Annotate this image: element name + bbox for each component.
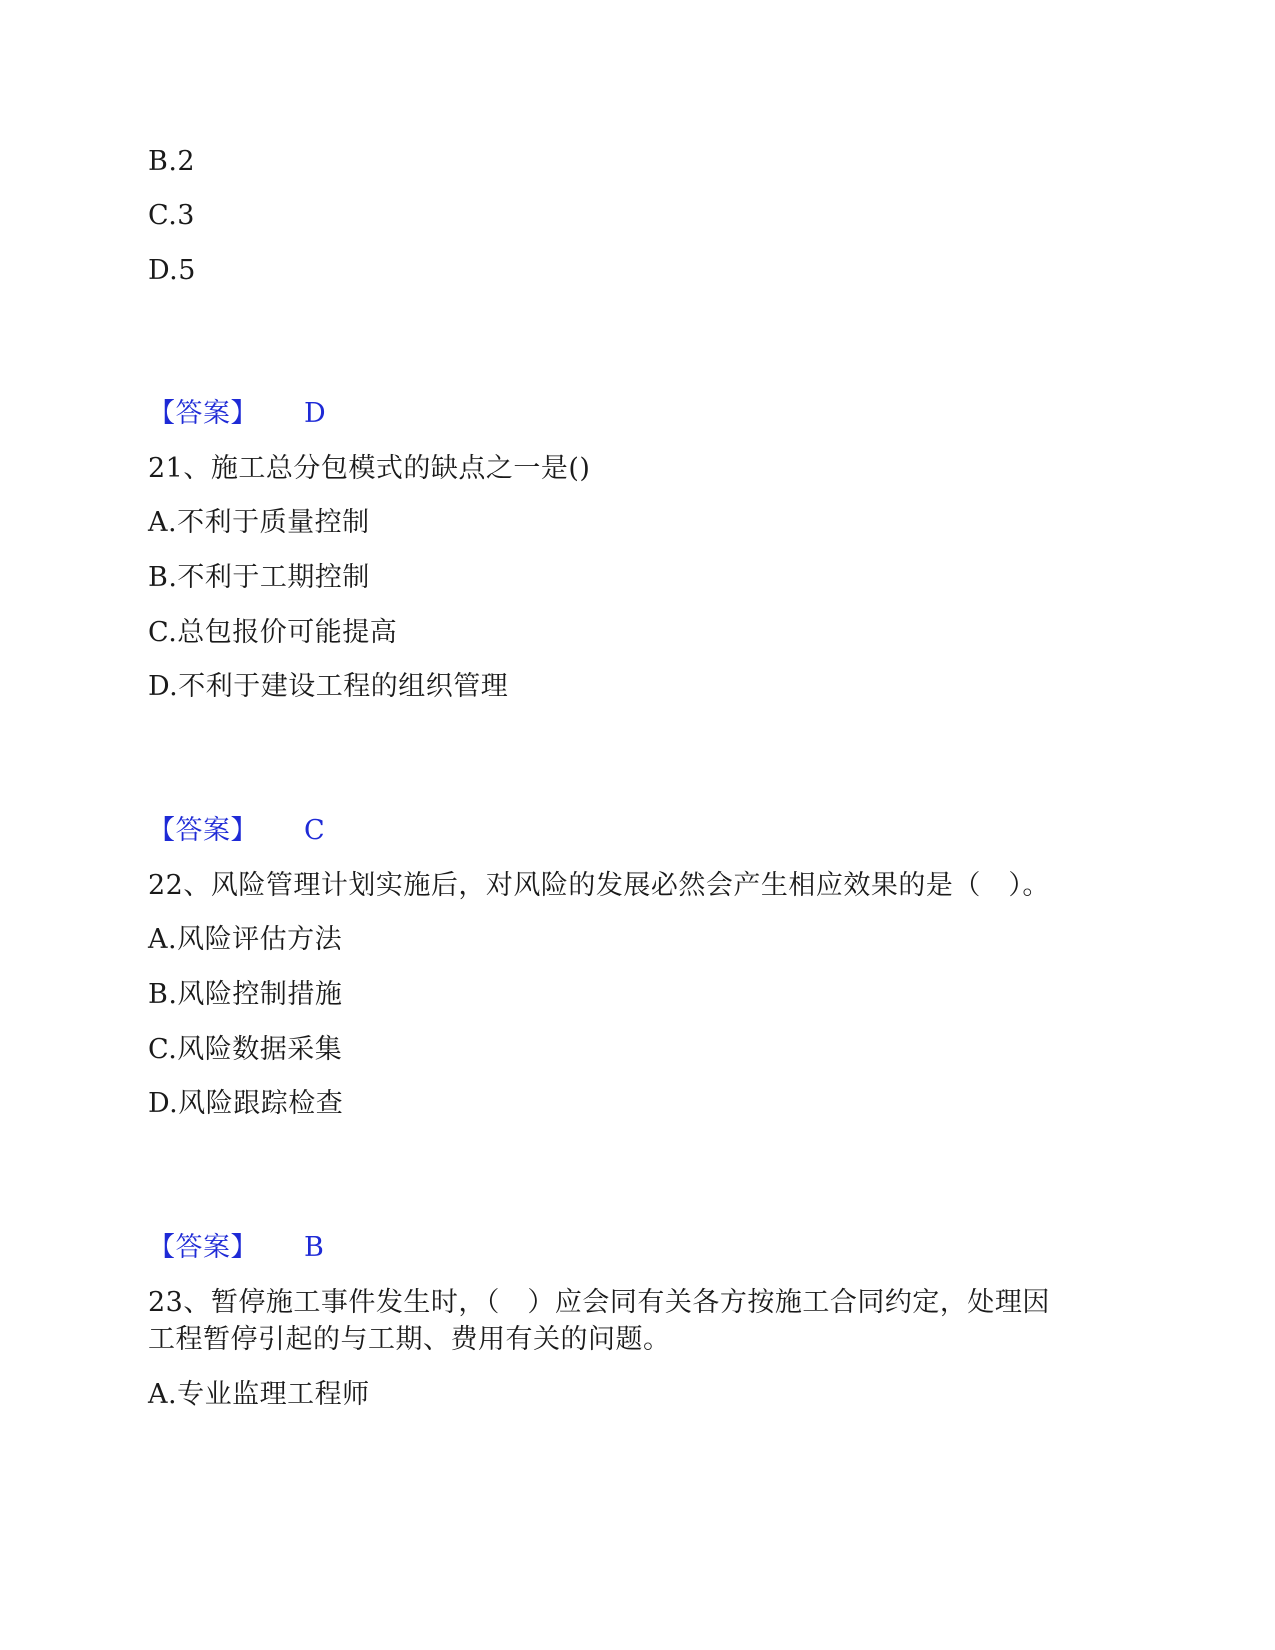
answer-value: B [304,1232,325,1263]
option-d: D.风险跟踪检查 [148,1088,344,1119]
option-a: A.不利于质量控制 [148,507,370,538]
answer-line [148,394,326,434]
question-text: 21、施工总分包模式的缺点之一是() [148,453,591,484]
option-b: B.风险控制措施 [148,979,343,1010]
option-b: B.2 [148,146,196,177]
answer-label: 【答案】 [148,398,258,429]
option-c: C.风险数据采集 [148,1034,343,1065]
option-c: C.3 [148,200,195,231]
question-text: 22、风险管理计划实施后，对风险的发展必然会产生相应效果的是（ ）。 [148,870,1050,901]
question-text-line-2: 工程暂停引起的与工期、费用有关的问题。 [148,1324,671,1355]
answer-value: D [304,398,327,429]
option-d: D.5 [148,255,196,286]
answer-value: C [304,815,326,846]
answer-label: 【答案】 [148,815,258,846]
option-a: A.专业监理工程师 [148,1379,370,1410]
option-c: C.总包报价可能提高 [148,617,398,648]
answer-line [148,811,325,851]
question-text-line-1: 23、暂停施工事件发生时，（ ）应会同有关各方按施工合同约定，处理因 [148,1287,1050,1318]
option-d: D.不利于建设工程的组织管理 [148,671,509,702]
answer-line [148,1228,324,1268]
answer-label: 【答案】 [148,1232,258,1263]
option-a: A.风险评估方法 [148,924,343,955]
option-b: B.不利于工期控制 [148,562,370,593]
